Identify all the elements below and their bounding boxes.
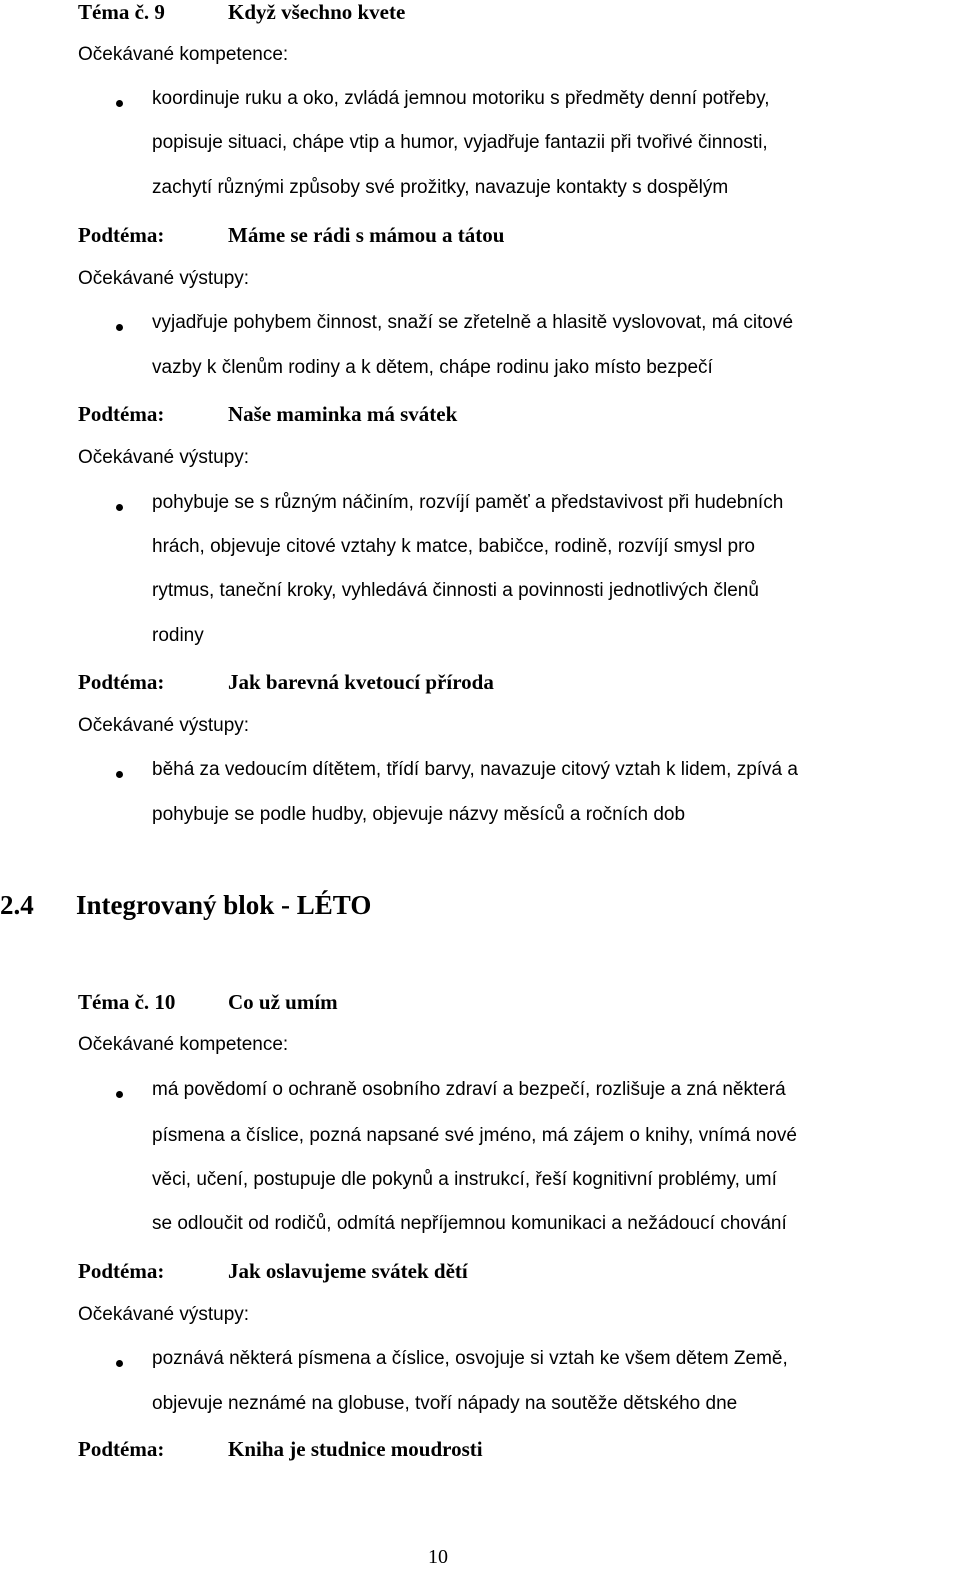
bullet-icon bbox=[116, 1360, 123, 1367]
bullet-icon bbox=[116, 771, 123, 778]
section-title: Integrovaný blok - LÉTO bbox=[76, 890, 372, 920]
output-line: hrách, objevuje citové vztahy k matce, babičce, rodině, rozvíjí smysl pro bbox=[152, 536, 755, 557]
competence-line: zachytí různými způsoby své prožitky, navazuje kontakty s dospělým bbox=[152, 177, 729, 198]
output-line: běhá za vedoucím dítětem, třídí barvy, navazuje citový vztah k lidem, zpívá a bbox=[152, 759, 798, 780]
outputs-label: Očekávané výstupy: bbox=[78, 1304, 250, 1325]
topic-label: Téma č. 10 bbox=[78, 990, 176, 1014]
competences-label: Očekávané kompetence: bbox=[78, 1034, 289, 1055]
subtopic-title: Naše maminka má svátek bbox=[228, 402, 458, 426]
output-line: rytmus, taneční kroky, vyhledává činnosti a povinnosti jednotlivých členů bbox=[152, 580, 759, 601]
output-line: objevuje neznámé na globuse, tvoří nápady na soutěže dětského dne bbox=[152, 1393, 738, 1414]
subtopic-title: Jak barevná kvetoucí příroda bbox=[228, 670, 494, 694]
outputs-label: Očekávané výstupy: bbox=[78, 268, 250, 289]
bullet-icon bbox=[116, 504, 123, 511]
page-number: 10 bbox=[428, 1546, 448, 1568]
output-line: pohybuje se podle hudby, objevuje názvy měsíců a ročních dob bbox=[152, 804, 686, 825]
subtopic-title: Kniha je studnice moudrosti bbox=[228, 1437, 483, 1461]
competence-line: má povědomí o ochraně osobního zdraví a bezpečí, rozlišuje a zná některá bbox=[152, 1079, 786, 1100]
subtopic-title: Máme se rádi s mámou a tátou bbox=[228, 223, 505, 247]
competence-line: se odloučit od rodičů, odmítá nepříjemnou komunikaci a nežádoucí chování bbox=[152, 1213, 787, 1234]
output-line: pohybuje se s různým náčiním, rozvíjí paměť a představivost při hudebních bbox=[152, 492, 784, 513]
subtopic-label: Podtéma: bbox=[78, 670, 165, 694]
competence-line: koordinuje ruku a oko, zvládá jemnou motoriku s předměty denní potřeby, bbox=[152, 88, 770, 109]
subtopic-label: Podtéma: bbox=[78, 402, 165, 426]
section-number: 2.4 bbox=[0, 890, 34, 920]
competence-line: popisuje situaci, chápe vtip a humor, vyjadřuje fantazii při tvořivé činnosti, bbox=[152, 132, 768, 153]
topic-title: Co už umím bbox=[228, 990, 338, 1014]
outputs-label: Očekávané výstupy: bbox=[78, 447, 250, 468]
bullet-icon bbox=[116, 1091, 123, 1098]
subtopic-label: Podtéma: bbox=[78, 1259, 165, 1283]
topic-label: Téma č. 9 bbox=[78, 0, 165, 24]
bullet-icon bbox=[116, 100, 123, 107]
competence-line: věci, učení, postupuje dle pokynů a instrukcí, řeší kognitivní problémy, umí bbox=[152, 1169, 777, 1190]
subtopic-label: Podtéma: bbox=[78, 223, 165, 247]
output-line: vyjadřuje pohybem činnost, snaží se zřetelně a hlasitě vyslovovat, má citové bbox=[152, 312, 794, 333]
outputs-label: Očekávané výstupy: bbox=[78, 715, 250, 736]
subtopic-label: Podtéma: bbox=[78, 1437, 165, 1461]
output-line: vazby k členům rodiny a k dětem, chápe rodinu jako místo bezpečí bbox=[152, 357, 713, 378]
output-line: rodiny bbox=[152, 625, 204, 646]
competences-label: Očekávané kompetence: bbox=[78, 44, 289, 65]
subtopic-title: Jak oslavujeme svátek dětí bbox=[228, 1259, 468, 1283]
competence-line: písmena a číslice, pozná napsané své jméno, má zájem o knihy, vnímá nové bbox=[152, 1125, 797, 1146]
output-line: poznává některá písmena a číslice, osvojuje si vztah ke všem dětem Země, bbox=[152, 1348, 788, 1369]
topic-title: Když všechno kvete bbox=[228, 0, 406, 24]
bullet-icon bbox=[116, 324, 123, 331]
